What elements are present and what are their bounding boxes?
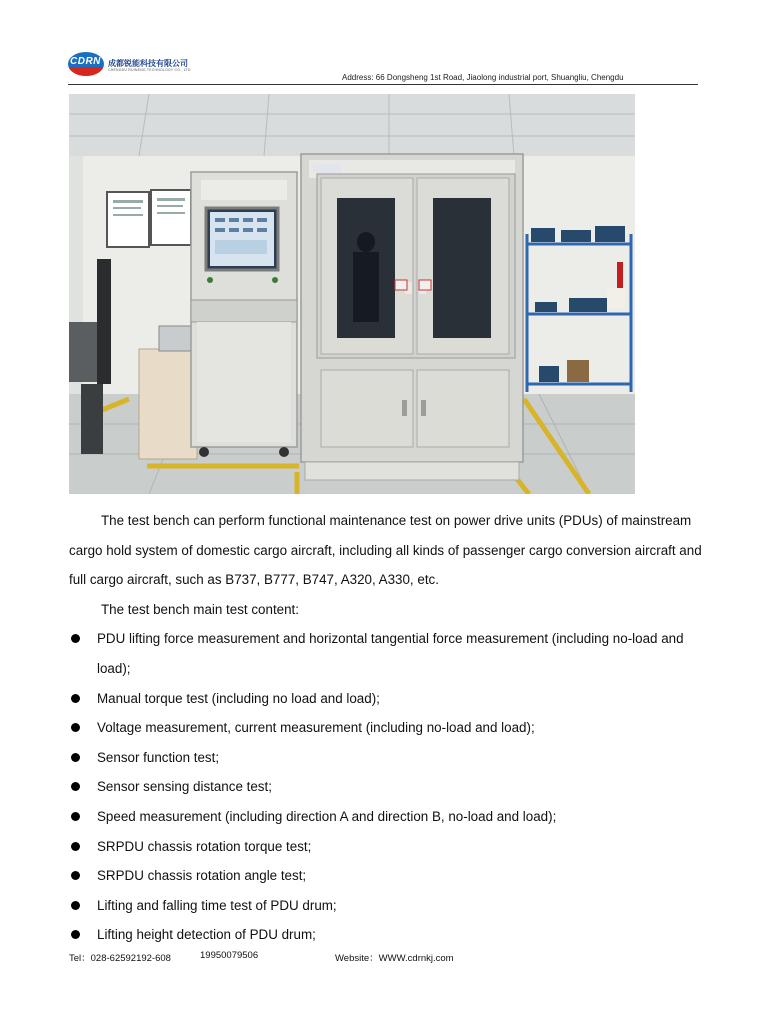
test-bench-photo [69,94,635,494]
list-item: Lifting and falling time test of PDU drum; [69,891,704,921]
list-item: PDU lifting force measurement and horizontal tangential force measurement (including no-load and load); [69,624,704,683]
list-item: Lifting height detection of PDU drum; [69,920,704,950]
list-item: Sensor function test; [69,743,704,773]
footer-mobile: 19950079506 [200,950,259,961]
company-name: 成都锐能科技有限公司 [108,59,188,68]
header-divider [68,84,698,85]
page-header [68,48,698,86]
list-item: Manual torque test (including no load and load); [69,684,704,714]
list-item: Voltage measurement, current measurement (including no-load and load); [69,713,704,743]
list-item: Speed measurement (including direction A and direction B, no-load and load); [69,802,704,832]
intro-paragraph: The test bench can perform functional maintenance test on power drive units (PDUs) of mainstream cargo hold system of domestic cargo aircraft, including all kinds of passenger cargo conversion aircraft and full cargo aircraft, such as B737, B777, B747, A320, A330, etc. [69,513,702,588]
footer-phone: Tel：028-62592192-608 [69,953,171,964]
list-item: SRPDU chassis rotation torque test; [69,832,704,862]
company-address: Address: 66 Dongsheng 1st Road, Jiaolong industrial port, Shuangliu, Chengdu [342,73,624,82]
company-name-en: CHENGDU RUINENG TECHNOLOGY CO., LTD [108,68,191,72]
footer-website: Website：WWW.cdrnkj.com [335,953,454,964]
page-footer [69,950,689,964]
list-item: SRPDU chassis rotation angle test; [69,861,704,891]
document-body [69,506,704,950]
list-item: Sensor sensing distance test; [69,772,704,802]
content-heading: The test bench main test content: [101,601,299,617]
logo-text: CDRN [70,56,101,67]
test-content-list [69,624,704,950]
